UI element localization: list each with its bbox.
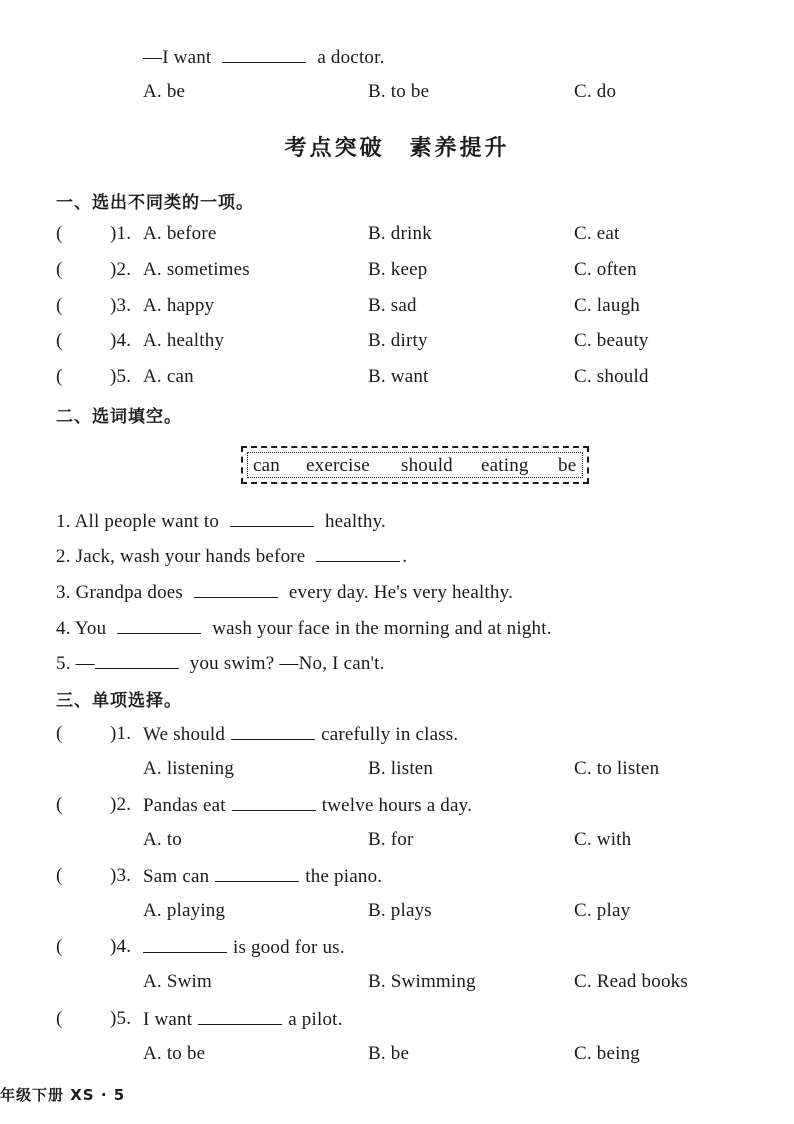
top-question-after: a doctor. xyxy=(317,47,385,68)
stem-before: Pandas eat xyxy=(143,795,226,816)
question-number: )5. xyxy=(110,1008,132,1029)
stem-after: twelve hours a day. xyxy=(321,795,473,816)
top-question-before: —I want xyxy=(143,47,212,68)
answer-bracket-open[interactable]: ( xyxy=(56,1008,63,1029)
fill-sentence-3 xyxy=(56,581,513,604)
option-b: B. dirty xyxy=(368,330,428,351)
option-b: B. want xyxy=(368,366,429,387)
stem-before: We should xyxy=(143,724,226,745)
answer-bracket-open[interactable]: ( xyxy=(56,936,63,957)
stem-before: I want xyxy=(143,1009,193,1030)
question-number: )1. xyxy=(110,223,132,244)
option-a: A. can xyxy=(143,366,194,387)
answer-blank[interactable] xyxy=(194,581,278,598)
part2-heading: 二、选词填空。 xyxy=(56,407,182,427)
answer-bracket-open[interactable]: ( xyxy=(56,723,63,744)
word-bank-word: can xyxy=(253,455,280,476)
option-b: B. plays xyxy=(368,900,432,921)
section-title: 考点突破 素养提升 xyxy=(284,136,510,161)
part3-heading: 三、单项选择。 xyxy=(56,691,182,711)
sentence-text: . xyxy=(402,546,408,567)
answer-bracket-open[interactable]: ( xyxy=(56,794,63,815)
option-b: B. drink xyxy=(368,223,432,244)
option-a: A. to xyxy=(143,829,182,850)
answer-blank[interactable] xyxy=(222,46,306,63)
question-number: )3. xyxy=(110,295,132,316)
sentence-text: 4. You xyxy=(56,618,107,639)
top-option-b: B. to be xyxy=(368,81,430,102)
question-number: )1. xyxy=(110,723,132,744)
option-a: A. Swim xyxy=(143,971,212,992)
option-b: B. keep xyxy=(368,259,428,280)
answer-blank[interactable] xyxy=(117,617,201,634)
stem-after: a pilot. xyxy=(288,1009,343,1030)
answer-blank[interactable] xyxy=(231,723,315,740)
fill-sentence-5 xyxy=(56,652,385,675)
option-c: C. play xyxy=(574,900,631,921)
answer-bracket-open[interactable]: ( xyxy=(56,295,63,316)
question-number: )4. xyxy=(110,330,132,351)
word-bank-word: eating xyxy=(481,455,529,476)
fill-sentence-1 xyxy=(56,510,386,533)
option-c: C. being xyxy=(574,1043,640,1064)
top-question-stem xyxy=(143,46,385,69)
answer-bracket-open[interactable]: ( xyxy=(56,366,63,387)
fill-sentence-2 xyxy=(56,545,407,568)
sentence-text: you swim? —No, I can't. xyxy=(189,653,385,674)
question-number: )4. xyxy=(110,936,132,957)
question-stem xyxy=(143,1008,343,1031)
option-c: C. with xyxy=(574,829,632,850)
sentence-text: 5. — xyxy=(56,653,95,674)
answer-blank[interactable] xyxy=(95,652,179,669)
question-stem xyxy=(143,865,382,888)
page-footer: 年级下册 XS · 5 xyxy=(0,1086,126,1104)
sentence-text: 1. All people want to xyxy=(56,511,220,532)
sentence-text: every day. He's very healthy. xyxy=(288,582,514,603)
option-a: A. healthy xyxy=(143,330,225,351)
answer-bracket-open[interactable]: ( xyxy=(56,865,63,886)
option-a: A. happy xyxy=(143,295,215,316)
question-stem xyxy=(143,723,458,746)
option-c: C. Read books xyxy=(574,971,688,992)
option-a: A. to be xyxy=(143,1043,206,1064)
question-number: )5. xyxy=(110,366,132,387)
word-bank-word: be xyxy=(558,455,577,476)
answer-blank[interactable] xyxy=(232,794,316,811)
stem-before: Sam can xyxy=(143,866,210,887)
answer-blank[interactable] xyxy=(215,865,299,882)
option-a: A. playing xyxy=(143,900,226,921)
option-c: C. should xyxy=(574,366,649,387)
question-stem xyxy=(143,794,472,817)
stem-after: the piano. xyxy=(305,866,383,887)
option-b: B. listen xyxy=(368,758,434,779)
option-a: A. sometimes xyxy=(143,259,250,280)
fill-sentence-4 xyxy=(56,617,552,640)
stem-after: is good for us. xyxy=(233,937,345,958)
option-c: C. eat xyxy=(574,223,620,244)
answer-blank[interactable] xyxy=(230,510,314,527)
option-a: A. before xyxy=(143,223,217,244)
option-c: C. to listen xyxy=(574,758,660,779)
answer-blank[interactable] xyxy=(198,1008,282,1025)
sentence-text: 2. Jack, wash your hands before xyxy=(56,546,306,567)
top-option-a: A. be xyxy=(143,81,186,102)
option-b: B. Swimming xyxy=(368,971,476,992)
answer-bracket-open[interactable]: ( xyxy=(56,223,63,244)
sentence-text: healthy. xyxy=(324,511,386,532)
answer-bracket-open[interactable]: ( xyxy=(56,259,63,280)
sentence-text: wash your face in the morning and at night. xyxy=(212,618,552,639)
option-c: C. often xyxy=(574,259,637,280)
answer-blank[interactable] xyxy=(316,545,400,562)
sentence-text: 3. Grandpa does xyxy=(56,582,183,603)
word-bank-word: should xyxy=(401,455,453,476)
question-number: )3. xyxy=(110,865,132,886)
answer-blank[interactable] xyxy=(143,936,227,953)
option-a: A. listening xyxy=(143,758,235,779)
option-b: B. be xyxy=(368,1043,410,1064)
option-b: B. for xyxy=(368,829,414,850)
stem-after: carefully in class. xyxy=(321,724,459,745)
question-stem xyxy=(143,936,345,959)
option-c: C. laugh xyxy=(574,295,640,316)
answer-bracket-open[interactable]: ( xyxy=(56,330,63,351)
word-bank-word: exercise xyxy=(306,455,370,476)
option-b: B. sad xyxy=(368,295,417,316)
question-number: )2. xyxy=(110,259,132,280)
top-option-c: C. do xyxy=(574,81,617,102)
part1-heading: 一、选出不同类的一项。 xyxy=(56,193,254,213)
option-c: C. beauty xyxy=(574,330,649,351)
question-number: )2. xyxy=(110,794,132,815)
